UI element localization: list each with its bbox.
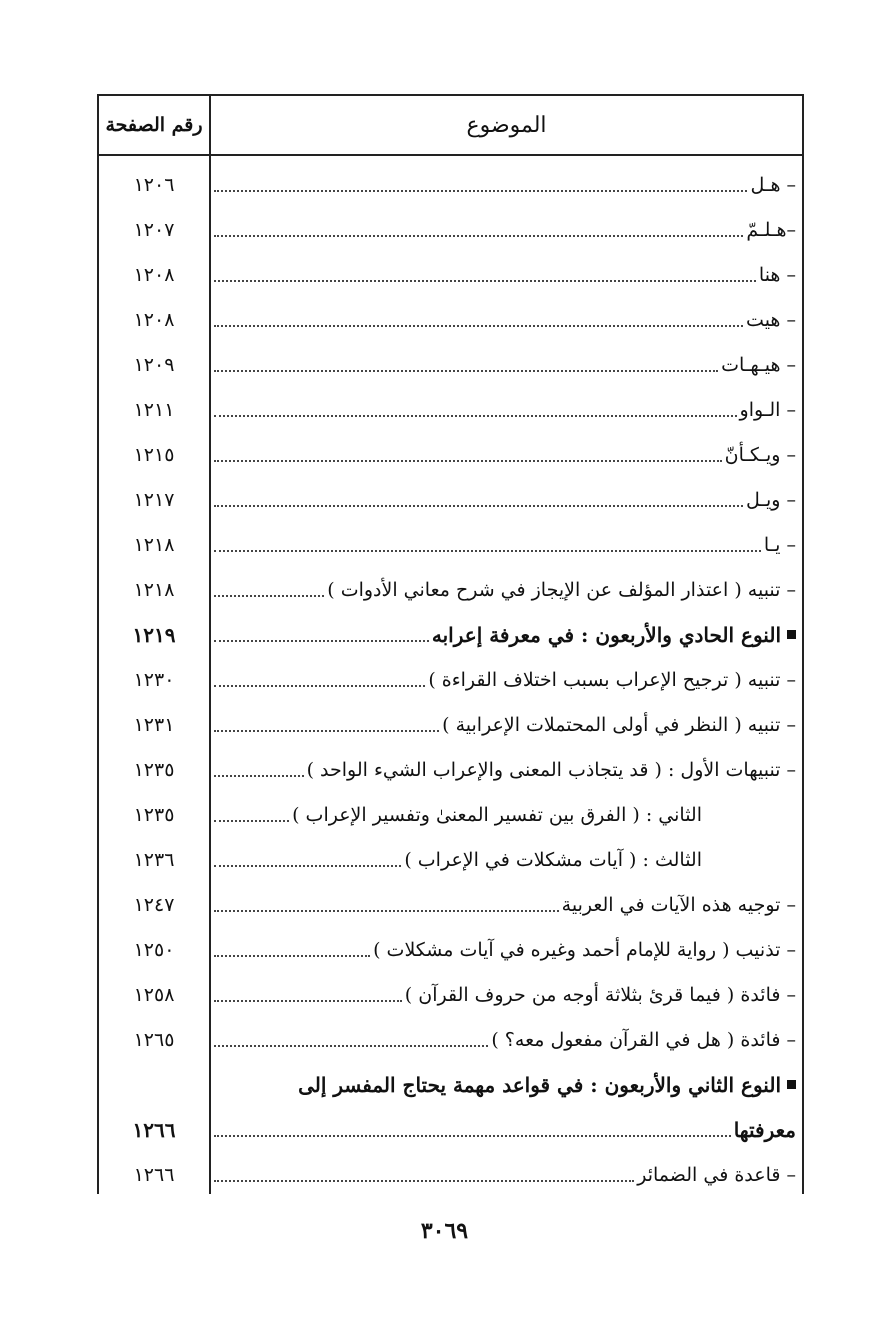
leader-dots [214,415,737,417]
topic-text: – ويـكـأنّ [724,443,796,466]
topic-text: – هـل [750,173,796,196]
page-number: ١٢٠٩ [133,353,175,376]
table-row-heading [99,1062,802,1107]
topic-text: – يـا [763,533,796,556]
table-row [99,567,802,612]
topic-text: – تنبيه ( اعتذار المؤلف عن الإيجاز في شرح معاني الأدوات ) [327,578,796,601]
leader-dots [214,820,289,822]
topic-text: – الـواو [739,398,796,421]
topic-text: – فائدة ( فيما قرئ بثلاثة أوجه من حروف القرآن ) [404,983,796,1006]
topic-text: – هنا [758,263,796,286]
leader-dots [214,685,425,687]
table-row [99,927,802,972]
table-row-heading-continued [99,1107,802,1152]
leader-dots [214,460,722,462]
page-number: ١٢٣٥ [133,758,175,781]
table-row [99,477,802,522]
leader-dots [214,1045,488,1047]
leader-dots [214,1135,731,1137]
table-row [99,207,802,252]
leader-dots [214,325,743,327]
table-row [99,972,802,1017]
topic-text: النوع الثاني والأربعون : في قواعد مهمة يحتاج المفسر إلى [298,1072,781,1097]
page-number: ١٢٦٥ [133,1028,175,1051]
page-number: ١٢١٥ [133,443,175,466]
leader-dots [214,640,429,642]
topic-text: – فائدة ( هل في القرآن مفعول معه؟ ) [491,1028,796,1051]
page-number: ١٢٦٦ [133,1163,175,1186]
square-bullet-icon [787,1080,796,1089]
topic-text: الثاني : ( الفرق بين تفسير المعنىٰ وتفسير الإعراب ) [292,803,702,826]
table-row [99,882,802,927]
square-bullet-icon [787,630,796,639]
page-number: ١٢٠٨ [133,263,175,286]
page-number: ١٢٣٥ [133,803,175,826]
table-row [99,702,802,747]
table-row [99,342,802,387]
leader-dots [214,865,401,867]
page-number: ١٢١٩ [132,622,176,647]
leader-dots [214,505,743,507]
leader-dots [214,1180,634,1182]
table-row [99,522,802,567]
table-row [99,252,802,297]
leader-dots [214,955,370,957]
topic-text: النوع الحادي والأربعون : في معرفة إعرابه [431,622,781,647]
leader-dots [214,730,439,732]
leader-dots [214,1000,402,1002]
topic-text: – تنبيه ( ترجيح الإعراب بسبب اختلاف القراءة ) [428,668,796,691]
table-row [99,387,802,432]
topic-text: – تنبيه ( النظر في أولى المحتملات الإعرابية ) [442,713,796,736]
topic-text: –هـلـمّ [746,218,796,241]
page-number [99,1062,209,1107]
topic-text: – تذنيب ( رواية للإمام أحمد وغيره في آيات مشكلات ) [373,938,796,961]
topic-text: – ويـل [746,488,796,511]
table-row [99,1152,802,1197]
header-topic: الموضوع [466,112,547,138]
page-number: ١٢٤٧ [133,893,175,916]
table-row [99,657,802,702]
page-number: ١٢٣٠ [133,668,175,691]
page-number: ١٢٠٦ [133,173,175,196]
leader-dots [214,550,761,552]
leader-dots [214,910,559,912]
leader-dots [214,370,718,372]
leader-dots [214,190,747,192]
page-number: ١٢١٧ [133,488,175,511]
page-number: ١٢٣٦ [133,848,175,871]
table-row-heading [99,612,802,657]
topic-text: – هيـهـات [721,353,796,376]
header-divider [97,154,804,156]
table-row [99,837,802,882]
leader-dots [214,775,304,777]
leader-dots [214,235,743,237]
page-number: ١٢٥٠ [133,938,175,961]
table-row [99,162,802,207]
topic-text: – قاعدة في الضمائر [637,1163,796,1186]
page-number: ١٢١١ [133,398,175,421]
page-number: ١٢٥٨ [133,983,175,1006]
page-number: ١٢١٨ [133,578,175,601]
topic-text: – تنبيهات الأول : ( قد يتجاذب المعنى والإعراب الشيء الواحد ) [306,758,796,781]
page-number: ١٢١٨ [133,533,175,556]
page-number: ١٢٦٦ [132,1117,176,1142]
topic-text: – توجيه هذه الآيات في العربية [561,893,796,916]
topic-text: معرفتها [733,1117,796,1142]
topic-text: الثالث : ( آيات مشكلات في الإعراب ) [404,848,702,871]
page-number: ١٢٠٨ [133,308,175,331]
table-row [99,747,802,792]
header-page-number: رقم الصفحة [105,114,203,136]
footer-page-number: ٣٠٦٩ [420,1218,469,1244]
topic-text: – هيت [746,308,796,331]
page-number: ١٢٠٧ [133,218,175,241]
table-row [99,432,802,477]
leader-dots [214,280,756,282]
table-row [99,297,802,342]
table-row [99,1017,802,1062]
table-row [99,792,802,837]
page-number: ١٢٣١ [133,713,175,736]
leader-dots [214,595,324,597]
